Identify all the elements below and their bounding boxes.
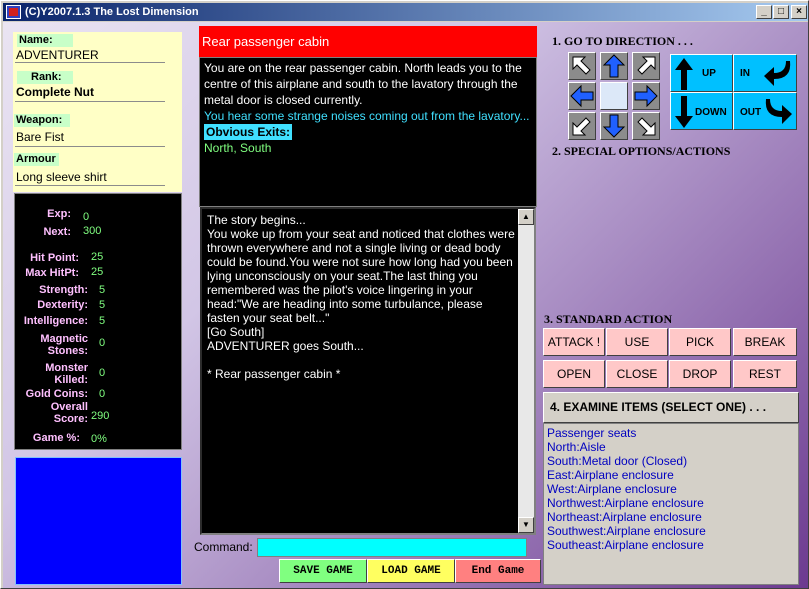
overall-label-line1: Overall [50, 401, 88, 413]
command-input[interactable] [257, 538, 527, 557]
up-arrow-icon [675, 58, 693, 90]
arrow-southwest-icon [569, 113, 595, 139]
east-button[interactable] [632, 82, 660, 110]
north-button[interactable] [600, 52, 628, 80]
monster-label [15, 362, 88, 386]
out-label: OUT [740, 107, 762, 118]
dexterity-label: Dexterity: [37, 299, 88, 311]
scroll-up-button[interactable]: ▲ [518, 209, 534, 225]
obvious-exits-value: North, South [204, 141, 272, 155]
stats-panel [14, 193, 182, 450]
monster-label-line1: Monster [45, 362, 88, 374]
list-item[interactable]: Northwest:Airplane enclosure [547, 496, 704, 510]
overall-value: 290 [91, 410, 110, 422]
name-label: Name: [17, 34, 73, 47]
open-button[interactable]: OPEN [543, 360, 605, 388]
hitpoint-label: Hit Point: [30, 252, 79, 264]
drop-button[interactable]: DROP [669, 360, 731, 388]
exp-value: 0 [83, 211, 90, 223]
up-label: UP [702, 68, 716, 79]
room-noise-text: You hear some strange noises coming out from the lavatory... [204, 109, 530, 123]
player-info-panel [13, 32, 182, 192]
story-text: The story begins... You woke up from your seat and noticed that clothes were thrown everywhere and not a single living or dead body could be found.You were not sure how long had you been lying unconsciously on your seat.The last thing you remembered was the pilot's voice lingering in your head:"We are heading into some turbulance, please fasten your seat belt..." [Go South] ADVENTURER goes South... * Rear passenger cabin * [207, 213, 515, 381]
southwest-button[interactable] [568, 112, 596, 140]
arrow-northwest-icon [569, 53, 595, 79]
exp-label: Exp: [47, 208, 71, 220]
arrow-north-icon [601, 53, 627, 79]
gamepct-label: Game %: [32, 432, 80, 444]
scroll-down-button[interactable]: ▼ [518, 517, 534, 533]
window-title: (C)Y2007.1.3 The Lost Dimension [25, 6, 199, 18]
center-pad [600, 82, 628, 110]
monster-label-line2: Killed: [54, 374, 88, 386]
dexterity-value: 5 [99, 299, 106, 311]
southeast-button[interactable] [632, 112, 660, 140]
strength-value: 5 [99, 284, 106, 296]
overall-label [15, 401, 88, 425]
armour-label: Armour [14, 153, 59, 166]
south-button[interactable] [600, 112, 628, 140]
break-button[interactable]: BREAK [733, 328, 797, 356]
section-special-heading: 2. SPECIAL OPTIONS/ACTIONS [552, 144, 731, 158]
monster-value: 0 [99, 367, 106, 379]
rank-label: Rank: [17, 71, 73, 84]
in-label: IN [740, 68, 750, 79]
arrow-northeast-icon [633, 53, 659, 79]
load-game-button[interactable]: LOAD GAME [367, 559, 455, 583]
intelligence-value: 5 [99, 315, 106, 327]
room-description-panel [199, 57, 537, 207]
curved-arrow-in-icon [762, 59, 794, 89]
divider [15, 146, 165, 147]
rest-button[interactable]: REST [733, 360, 797, 388]
room-title: Rear passenger cabin [199, 26, 537, 57]
arrow-west-icon [569, 83, 595, 109]
gold-value: 0 [99, 388, 106, 400]
up-button[interactable] [670, 54, 733, 92]
list-item[interactable]: South:Metal door (Closed) [547, 454, 688, 468]
magnetic-label-line1: Magnetic [40, 333, 88, 345]
use-button[interactable]: USE [606, 328, 668, 356]
list-item[interactable]: West:Airplane enclosure [547, 482, 677, 496]
maximize-button[interactable]: □ [773, 5, 789, 19]
list-item[interactable]: Passenger seats [547, 426, 637, 440]
story-scrollbar[interactable] [518, 209, 534, 533]
in-button[interactable] [733, 54, 797, 92]
divider [15, 101, 165, 102]
down-label: DOWN [695, 107, 727, 118]
magnetic-label-line2: Stones: [47, 345, 88, 357]
magnetic-label [15, 333, 88, 357]
command-label: Command: [194, 540, 253, 554]
save-game-button[interactable]: SAVE GAME [279, 559, 367, 583]
hitpoint-value: 25 [91, 251, 104, 263]
story-log[interactable] [200, 207, 536, 535]
close-button[interactable]: × [791, 5, 807, 19]
player-rank: Complete Nut [16, 85, 94, 99]
section-standard-heading: 3. STANDARD ACTION [544, 312, 673, 326]
list-item[interactable]: Southwest:Airplane enclosure [547, 524, 706, 538]
down-arrow-icon [675, 96, 693, 128]
divider [15, 185, 165, 186]
title-bar [3, 3, 808, 21]
arrow-southeast-icon [633, 113, 659, 139]
player-weapon: Bare Fist [16, 130, 65, 144]
curved-arrow-out-icon [762, 97, 794, 127]
room-description: You are on the rear passenger cabin. North leads you to the centre of this airplane and south to the lavatory through the metal door is closed currently. [204, 61, 522, 107]
list-item[interactable]: East:Airplane enclosure [547, 468, 674, 482]
next-label: Next: [43, 226, 71, 238]
northwest-button[interactable] [568, 52, 596, 80]
end-game-button[interactable]: End Game [455, 559, 541, 583]
overall-label-line2: Score: [53, 413, 88, 425]
out-button[interactable] [733, 92, 797, 130]
arrow-south-icon [601, 113, 627, 139]
intelligence-label: Intelligence: [23, 315, 88, 327]
strength-label: Strength: [39, 284, 88, 296]
obvious-exits-label: Obvious Exits: [206, 125, 291, 139]
list-item[interactable]: North:Aisle [547, 440, 606, 454]
app-icon [6, 5, 21, 19]
section-examine-heading: 4. EXAMINE ITEMS (SELECT ONE) . . . [543, 392, 799, 423]
examine-items-list[interactable] [543, 423, 799, 585]
next-value: 300 [83, 225, 102, 237]
divider [15, 62, 165, 63]
player-name: ADVENTURER [16, 48, 99, 62]
pick-button[interactable]: PICK [669, 328, 731, 356]
magnetic-value: 0 [99, 337, 106, 349]
special-actions-area [543, 160, 799, 310]
game-client-area [3, 22, 808, 588]
list-item[interactable]: Northeast:Airplane enclosure [547, 510, 702, 524]
west-button[interactable] [568, 82, 596, 110]
attack-button[interactable]: ATTACK ! [543, 328, 605, 356]
close-action-button[interactable]: CLOSE [606, 360, 668, 388]
list-item[interactable]: Southeast:Airplane enclosure [547, 538, 704, 552]
maxhitpt-label: Max HitPt: [25, 267, 79, 279]
minimize-button[interactable]: _ [756, 5, 772, 19]
maxhitpt-value: 25 [91, 266, 104, 278]
northeast-button[interactable] [632, 52, 660, 80]
section-direction-heading: 1. GO TO DIRECTION . . . [552, 34, 693, 48]
gamepct-value: 0% [91, 433, 107, 445]
blue-display-panel [15, 457, 182, 585]
weapon-label: Weapon: [14, 114, 70, 127]
down-button[interactable] [670, 92, 733, 130]
player-armour: Long sleeve shirt [16, 170, 107, 184]
gold-label: Gold Coins: [25, 388, 88, 400]
arrow-east-icon [633, 83, 659, 109]
